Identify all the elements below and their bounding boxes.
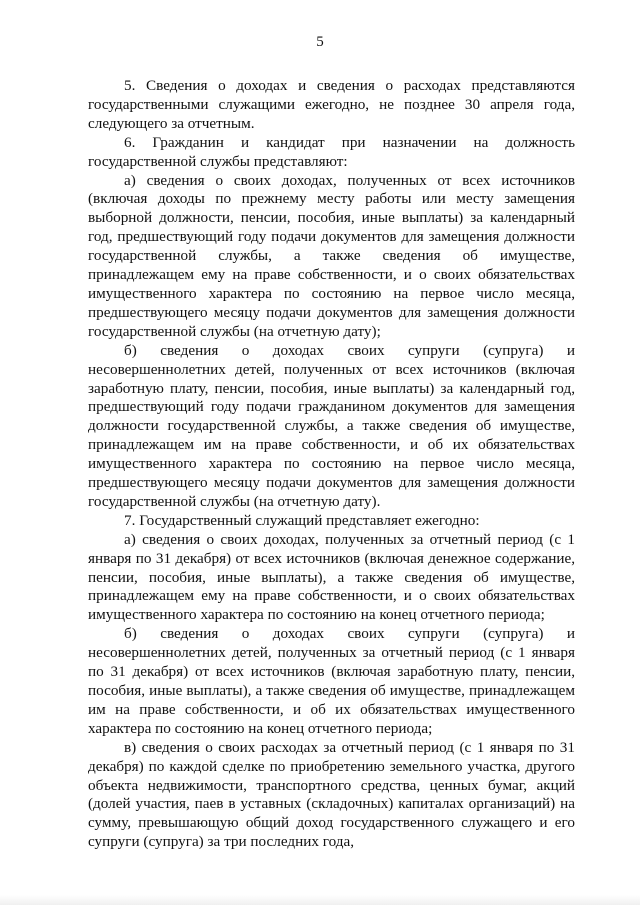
- paragraph-item-7: 7. Государственный служащий представляет ежегодно:: [124, 511, 480, 529]
- document-body: [88, 77, 575, 852]
- paragraph-item-6b: б) сведения о доходах своих супруги (супруга) и несовершеннолетних детей, полученных от всех источников (включая заработную плату, пенсии, пособия, иные выплаты) за календарный год, предшествующий году подачи гражданином документов для замещения должности государственной службы, а также сведения об имуществе, принадлежащем им на праве собственности, и об их обязательствах имущественного характера по состоянию на первое число месяца, предшествующего месяцу подачи документов для замещения должности государственной службы (на отчетную дату).: [88, 341, 575, 510]
- paragraph-item-7v: в) сведения о своих расходах за отчетный период (с 1 января по 31 декабря) по каждой сделке по приобретению земельного участка, другого объекта недвижимости, транспортного средства, ценных бумаг, акций (долей участия, паев в уставных (складочных) капиталах организаций) на сумму, превышающую общий доход государственного служащего и его супруги (супруга) за три последних года,: [88, 738, 575, 851]
- paragraph-item-7b: б) сведения о доходах своих супруги (супруга) и несовершеннолетних детей, полученных за отчетный период (с 1 января по 31 декабря) от всех источников (включая заработную плату, пенсии, пособия, иные выплаты), а также сведения об имуществе, принадлежащем им на праве собственности, и об их обязательствах имущественного характера по состоянию на конец отчетного периода;: [88, 625, 575, 737]
- paragraph-item-6: 6. Гражданин и кандидат при назначении на должность государственной службы представляют:: [88, 133, 575, 170]
- paragraph-item-5: 5. Сведения о доходах и сведения о расходах представляются государственными служащими ежегодно, не позднее 30 апреля года, следующего за отчетным.: [88, 77, 575, 132]
- page-number: 5: [316, 34, 324, 50]
- paragraph-item-6a: а) сведения о своих доходах, полученных от всех источников (включая доходы по прежнему месту работы или месту замещения выборной должности, пенсии, пособия, иные выплаты) за календарный год, предшествующий году подачи документов для замещения должности государственной службы, а также сведения об имуществе, принадлежащем ему на праве собственности, и о своих обязательствах имущественного характера по состоянию на первое число месяца, предшествующего месяцу подачи документов для замещения должности государственной службы (на отчетную дату);: [88, 171, 575, 340]
- scan-edge: [0, 895, 640, 905]
- paragraph-item-7a: а) сведения о своих доходах, полученных за отчетный период (с 1 января по 31 декабря) от всех источников (включая денежное содержание, пенсии, пособия, иные выплаты), а также сведения об имуществе, принадлежащем ему на праве собственности, и о своих обязательствах имущественного характера по состоянию на конец отчетного периода;: [88, 530, 575, 624]
